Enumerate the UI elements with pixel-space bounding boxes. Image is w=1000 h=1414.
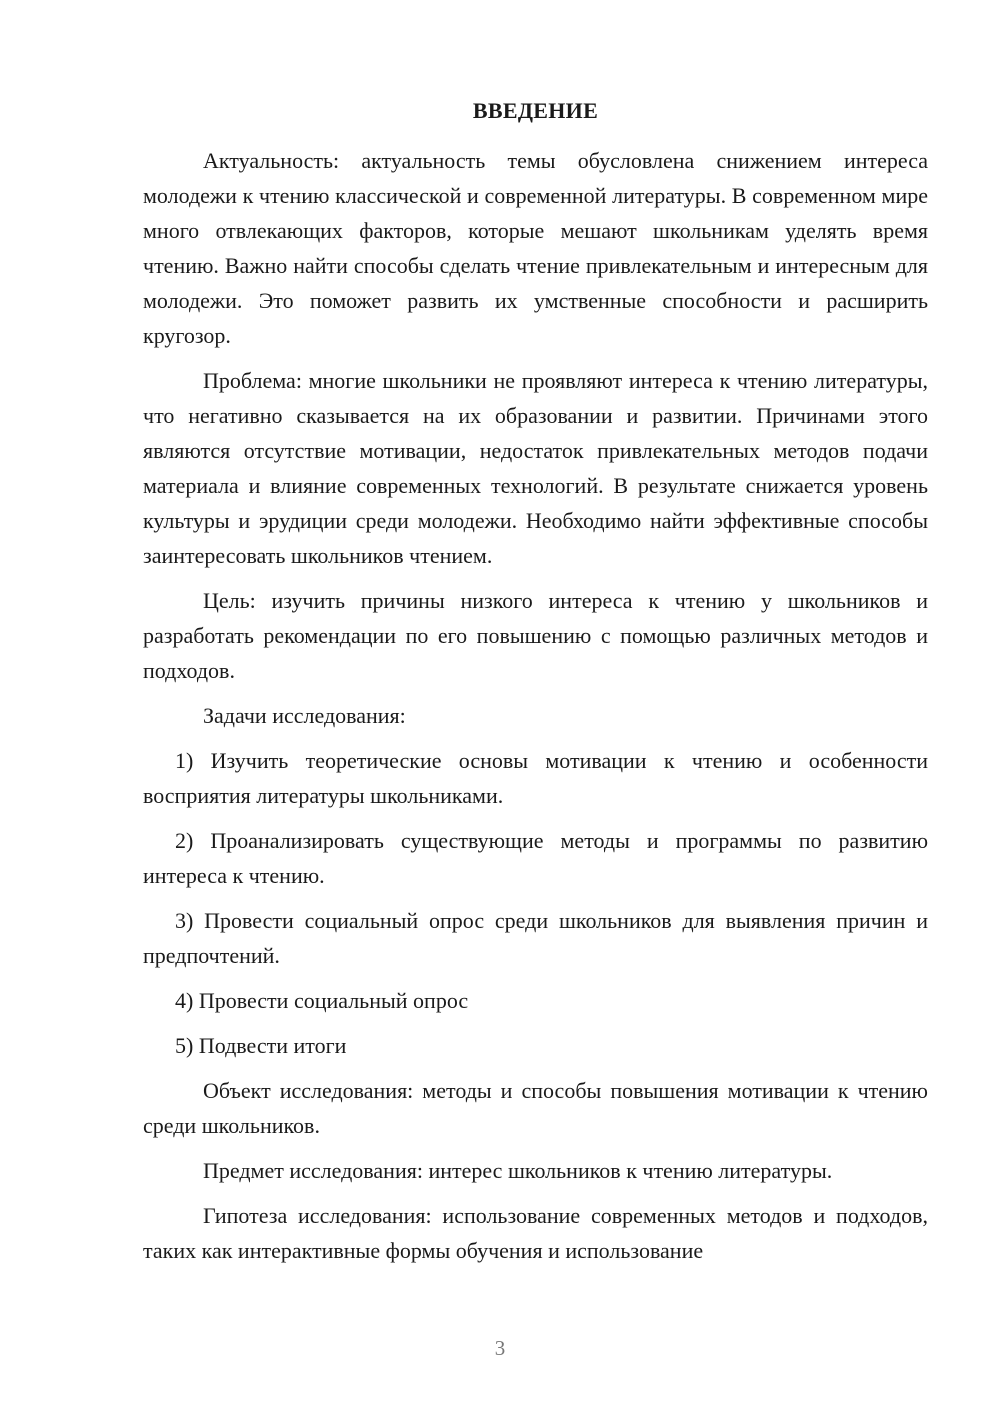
paragraph-hypothesis: Гипотеза исследования: использование современных методов и подходов, таких как интерактивные формы обучения и использование <box>143 1203 928 1263</box>
task-item-3: 3) Провести социальный опрос среди школьников для выявления причин и предпочтений. <box>143 908 928 968</box>
page-number: 3 <box>494 1336 506 1360</box>
paragraph-relevance: Актуальность: актуальность темы обусловлена снижением интереса молодежи к чтению классической и современной литературы. В современном мире много отвлекающих факторов, которые мешают школьникам уделять время чтению. Важно найти способы сделать чтение привлекательным и интересным для молодежи. Это поможет развить их умственные способности и расширить кругозор. <box>143 148 928 348</box>
task-item-2: 2) Проанализировать существующие методы и программы по развитию интереса к чтению. <box>143 828 928 888</box>
paragraph-subject: Предмет исследования: интерес школьников к чтению литературы. <box>203 1158 833 1183</box>
document-body <box>143 143 928 1278</box>
paragraph-object: Объект исследования: методы и способы повышения мотивации к чтению среди школьников. <box>143 1078 928 1138</box>
paragraph-tasks-heading: Задачи исследования: <box>203 703 406 728</box>
paragraph-problem: Проблема: многие школьники не проявляют интереса к чтению литературы, что негативно сказывается на их образовании и развитии. Причинами этого являются отсутствие мотивации, недостаток привлекательных методов подачи материала и влияние современных технологий. В результате снижается уровень культуры и эрудиции среди молодежи. Необходимо найти эффективные способы заинтересовать школьников чтением. <box>143 368 928 568</box>
task-item-1: 1) Изучить теоретические основы мотивации к чтению и особенности восприятия литературы школьниками. <box>143 748 928 808</box>
task-item-5: 5) Подвести итоги <box>175 1033 347 1058</box>
task-item-4: 4) Провести социальный опрос <box>175 988 469 1013</box>
document-title: ВВЕДЕНИЕ <box>472 98 599 123</box>
paragraph-goal: Цель: изучить причины низкого интереса к чтению у школьников и разработать рекомендации по его повышению с помощью различных методов и подходов. <box>143 588 928 683</box>
